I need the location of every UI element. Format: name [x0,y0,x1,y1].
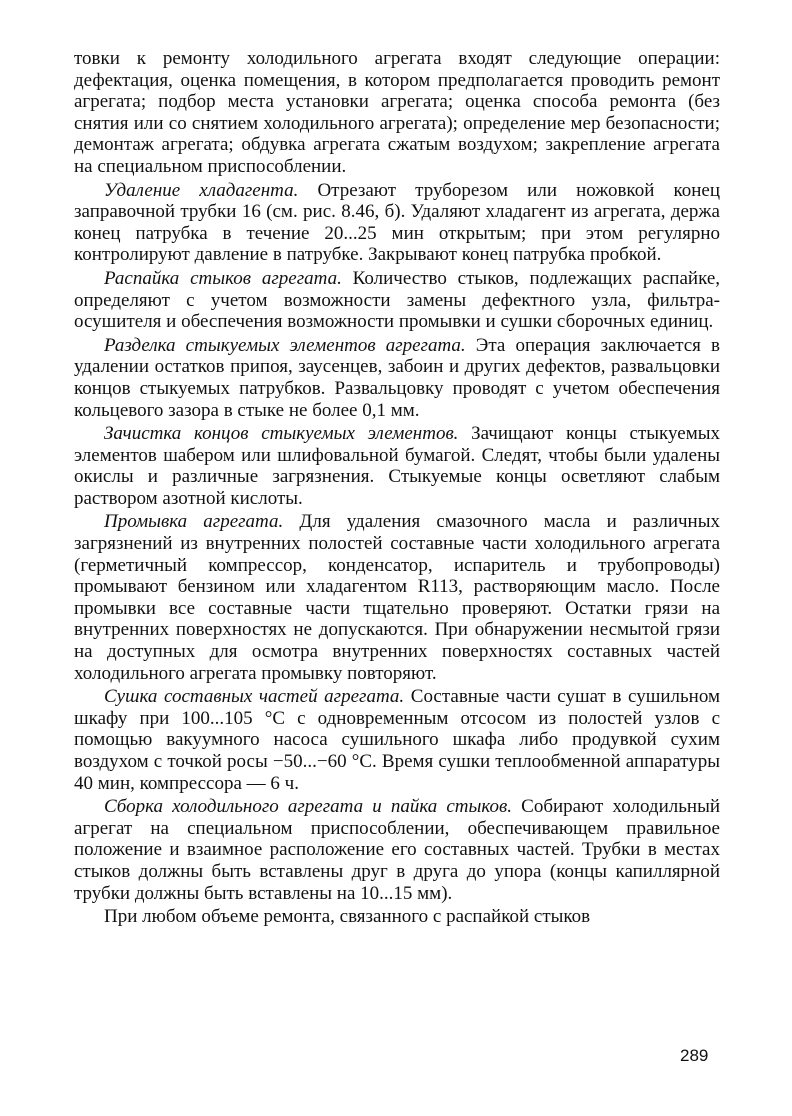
paragraph-text: Зачищают концы стыкуемых элементов шабером или шлифовальной бумагой. Следят, чтобы были удалены окислы и различные загрязнения. Стыкуемые концы осветляют слабым раствором азотной кислоты. [74,423,720,509]
paragraph-continuation [74,906,720,928]
paragraph-text: Эта операция заключается в удалении остатков припоя, заусенцев, забоин и других дефектов, развальцовки концов стыкуемых патрубков. Развальцовку проводят с учетом обеспечения кольцевого зазора в стыке не более 0,1 мм. [74,334,721,421]
paragraph-text: товки к ремонту холодильного агрегата входят следующие операции: дефектация, оценка помещения, в котором предполагается проводить ремонт агрегата; подбор места установки агрегата; оценка способа ремонта (без снятия или со снятием холодильного агрегата); определение мер безопасности; демонтаж агрегата; обдувка агрегата сжатым воздухом; закрепление агрегата на специальном приспособлении. [74,48,720,177]
paragraph-joint-desoldering [74,268,720,333]
paragraph-text: Отрезают труборезом или ножовкой конец заправочной трубки 16 (см. рис. 8.46, б). Удаляют хладагент из агрегата, держа конец патрубка в течение 20...25 мин открытым; при этом регулярно контролируют давление в патрубке. Закрывают конец патрубка пробкой. [74,179,721,266]
page-number: 289 [680,1046,709,1065]
paragraph-text: При любом объеме ремонта, связанного с распайкой стыков [104,906,591,928]
paragraph-intro [74,48,720,178]
section-heading: Разделка стыкуемых элементов агрегата. [104,334,466,356]
section-heading: Сборка холодильного агрегата и пайка стыков. [104,796,513,818]
paragraph-unit-flushing [74,511,720,684]
paragraph-text: Составные части сушат в сушильном шкафу при 100...105 °С с одновременным отсосом из полостей узлов с помощью вакуумного насоса сушильного шкафа либо продувкой сухим воздухом с точкой росы −50...−60 °С. Время сушки теплообменной аппаратуры 40 мин, компрессора — 6 ч. [74,686,721,794]
paragraph-end-cleaning [74,423,720,509]
section-heading: Сушка составных частей агрегата. [104,686,405,708]
section-heading: Промывка агрегата. [104,511,284,533]
paragraph-parts-drying [74,686,720,794]
section-heading: Удаление хладагента. [104,179,299,201]
paragraph-text: Для удаления смазочного масла и различных загрязнений из внутренних полостей составные части холодильного агрегата (герметичный компрессор, конденсатор, испаритель и трубопроводы) промывают бензином или хладагентом R113, растворяющим масло. После промывки все составные части тщательно проверяют. Остатки грязи на внутренних поверхностях не допускаются. При обнаружении несмытой грязи на доступных для осмотра внутренних поверхностях составных частей холодильного агрегата промывку повторяют. [74,511,720,684]
section-heading: Распайка стыков агрегата. [104,267,342,289]
paragraph-text: Количество стыков, подлежащих распайке, определяют с учетом возможности замены дефектного узла, фильтра-осушителя и обеспечения возможности промывки и сушки сборочных единиц. [74,267,721,333]
section-heading: Зачистка концов стыкуемых элементов. [104,423,459,445]
paragraph-element-preparation [74,335,720,421]
paragraph-text: Собирают холодильный агрегат на специальном приспособлении, обеспечивающем правильное положение и взаимное расположение его составных частей. Трубки в местах стыков должны быть вставлены друг в друга до упора (концы капиллярной трубки должны быть вставлены на 10...15 мм). [74,796,721,904]
page-body [74,48,720,928]
paragraph-assembly-soldering [74,796,720,904]
paragraph-refrigerant-removal [74,180,720,266]
